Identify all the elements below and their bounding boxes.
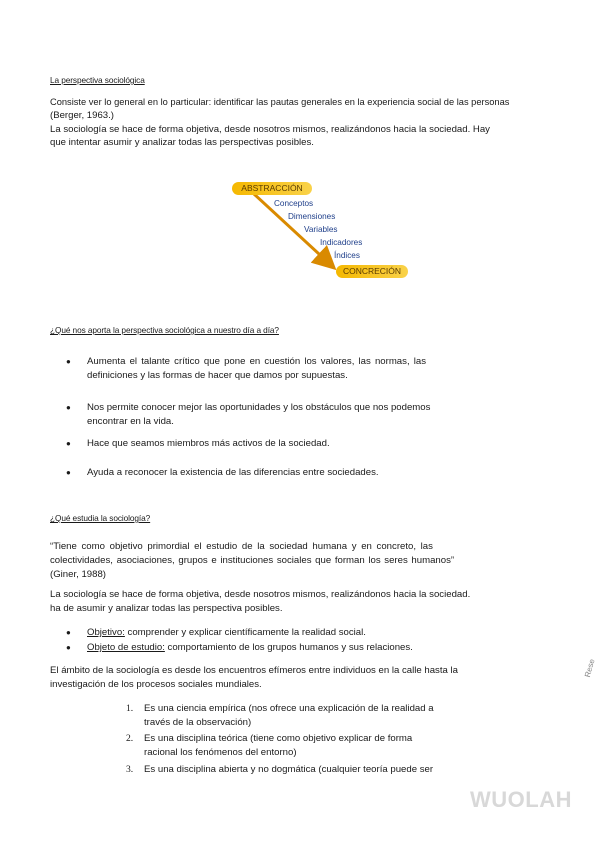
study-object-text: comportamiento de los grupos humanos y sus relaciones. (164, 642, 413, 653)
bullet-icon: ● (66, 403, 71, 412)
bullet-icon: ● (66, 439, 71, 448)
quote-citation: (Giner, 1988) (50, 569, 106, 580)
paragraph-line: El ámbito de la sociología es desde los encuentros efímeros entre individuos en la calle hasta la (50, 665, 458, 676)
section-title-estudia: ¿Qué estudia la sociología? (50, 513, 151, 523)
bullet-icon: ● (66, 357, 71, 366)
section-title-aporta: ¿Qué nos aporta la perspectiva sociológica a nuestro día a día? (50, 325, 279, 335)
objective-item (87, 626, 366, 639)
list-item-line: definiciones y las formas de hacer que damos por supuestas. (87, 370, 348, 381)
list-item-line: Aumenta el talante crítico que pone en cuestión los valores, las normas, las (87, 356, 427, 367)
bullet-icon: ● (66, 628, 71, 637)
concretion-label: CONCRECIÓN (336, 265, 408, 278)
list-item-line: Nos permite conocer mejor las oportunidades y los obstáculos que nos podemos (87, 402, 431, 413)
study-object-item (87, 641, 413, 654)
bullet-icon: ● (66, 468, 71, 477)
diagram-step: Conceptos (274, 199, 314, 208)
paragraph-line: La sociología se hace de forma objetiva, desde nosotros mismos, realizándonos hacia la sociedad. (50, 589, 471, 600)
abstraction-diagram (232, 178, 412, 278)
paragraph-line: (Berger, 1963.) (50, 110, 114, 121)
list-number: 3. (126, 764, 134, 775)
diagram-step: Variables (304, 225, 338, 234)
quote-line: “Tiene como objetivo primordial el estudio de la sociedad humana y en concreto, las (50, 541, 433, 552)
numbered-item-line: racional los fenómenos del entorno) (144, 747, 297, 758)
wuolah-watermark: WUOLAH (470, 787, 572, 812)
list-item-line: Ayuda a reconocer la existencia de las diferencias entre sociedades. (87, 467, 379, 478)
numbered-item-line: Es una disciplina abierta y no dogmática (cualquier teoría puede ser (144, 764, 434, 775)
list-number: 2. (126, 733, 134, 744)
study-object-label: Objeto de estudio: (87, 642, 165, 653)
diagram-step: Índices (334, 251, 360, 260)
paragraph-line: investigación de los procesos sociales mundiales. (50, 679, 262, 690)
paragraph-line: Consiste ver lo general en lo particular: identificar las pautas generales en la experiencia social de las personas (50, 97, 510, 107)
paragraph-line: que intentar asumir y analizar todas las perspectivas posibles. (50, 137, 314, 148)
section-title-perspectiva: La perspectiva sociológica (50, 75, 145, 85)
margin-rotated-text: Rese (583, 657, 597, 679)
list-item-line: encontrar en la vida. (87, 416, 174, 427)
bullet-icon: ● (66, 643, 71, 652)
abstraction-label: ABSTRACCIÓN (232, 182, 312, 195)
diagram-step: Indicadores (320, 238, 363, 247)
list-number: 1. (126, 703, 134, 714)
objective-label: Objetivo: (87, 627, 125, 638)
quote-line: colectividades, asociaciones, grupos e instituciones sociales que forman los seres humanos” (50, 555, 455, 566)
numbered-item-line: Es una ciencia empírica (nos ofrece una explicación de la realidad a (144, 703, 434, 714)
numbered-item-line: Es una disciplina teórica (tiene como objetivo explicar de forma (144, 733, 413, 744)
paragraph-line: La sociología se hace de forma objetiva, desde nosotros mismos, realizándonos hacia la sociedad. Hay (50, 124, 490, 135)
paragraph-line: ha de asumir y analizar todas las perspectiva posibles. (50, 603, 283, 614)
objective-text: comprender y explicar científicamente la realidad social. (124, 627, 366, 638)
list-item-line: Hace que seamos miembros más activos de la sociedad. (87, 438, 330, 449)
diagram-step: Dimensiones (288, 212, 336, 221)
numbered-item-line: través de la observación) (144, 717, 252, 728)
